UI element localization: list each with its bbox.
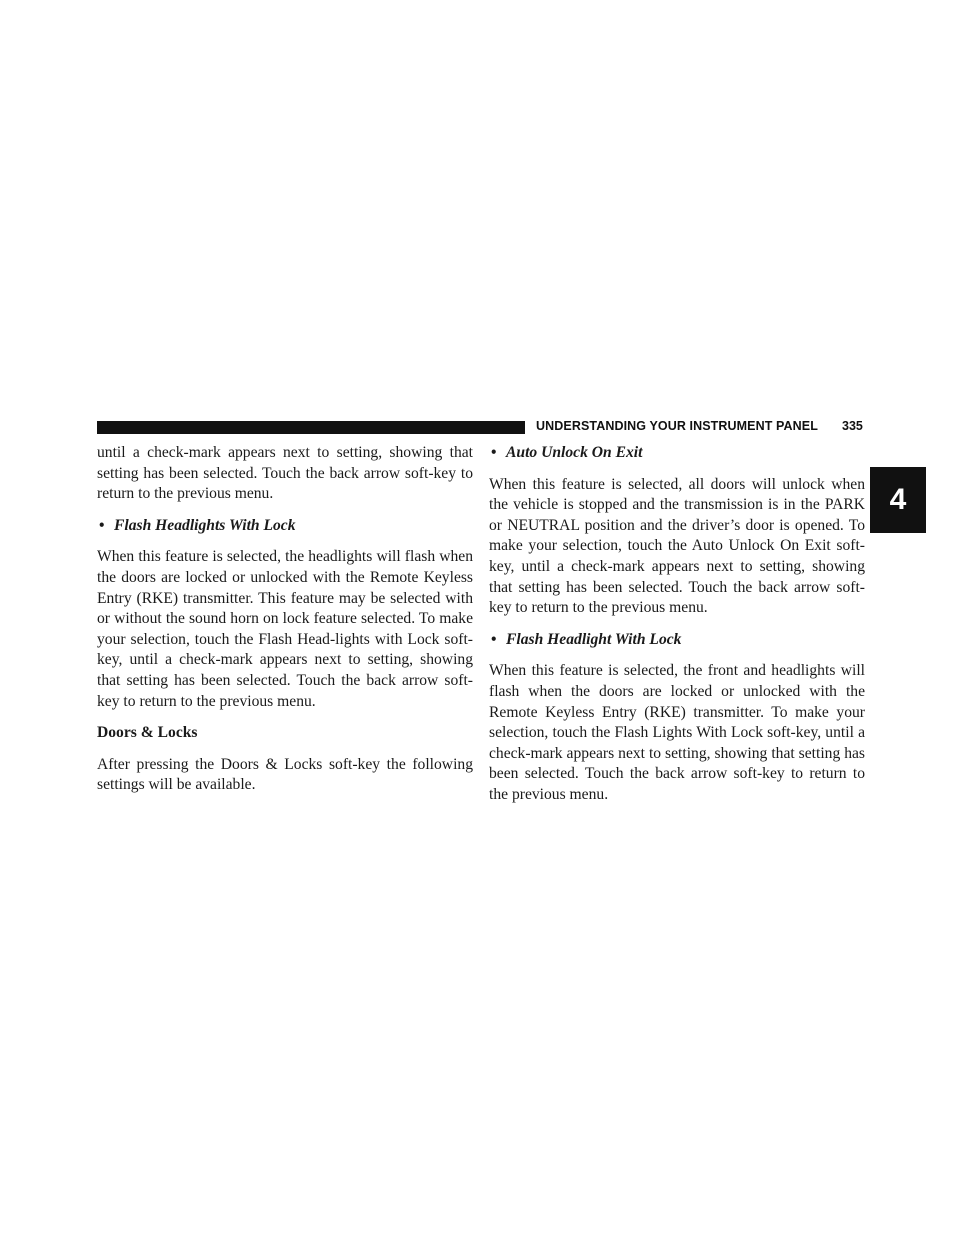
chapter-tab: 4 xyxy=(870,467,926,533)
bullet-label: Auto Unlock On Exit xyxy=(506,444,643,461)
bullet-icon: • xyxy=(491,630,497,648)
left-paragraph-2: When this feature is selected, the headlights will flash when the doors are locked or unlocked with the Remote Keyless Entry (RKE) transmitter. This feature may be selected with or without the sound horn on lock feature selected. To make your selection, touch the Flash Head-lights with Lock soft-key, until a check-mark appears next to setting, showing that setting has been selected. Touch the back arrow soft-key to return to the previous menu. xyxy=(97,548,473,710)
left-column xyxy=(97,443,473,807)
bullet-icon: • xyxy=(491,444,497,461)
left-paragraph-3: After pressing the Doors & Locks soft-key the following settings will be available. xyxy=(97,755,473,794)
header-rule-bar xyxy=(97,421,525,434)
right-paragraph-1: When this feature is selected, all doors will unlock when the vehicle is stopped and the transmission is in the PARK or NEUTRAL position and the driver’s door is opened. To make your selection, touch the Auto Unlock On Exit soft-key, until a check-mark appears next to setting, showing that setting has been selected. Touch the back arrow soft-key to return to the previous menu. xyxy=(489,475,865,617)
right-bullet-flash-headlight xyxy=(489,630,865,651)
right-bullet-auto-unlock xyxy=(489,443,865,464)
running-header-title: UNDERSTANDING YOUR INSTRUMENT PANEL xyxy=(536,419,818,433)
section-heading-doors-locks: Doors & Locks xyxy=(97,724,198,742)
right-paragraph-2: When this feature is selected, the front and headlights will flash when the doors are locked or unlocked with the Remote Keyless Entry (RKE) transmitter. To make your selection, touch the Flash Lights With Lock soft-key, until a check-mark appears next to setting, showing that setting has been selected. Touch the back arrow soft-key to return to the previous menu. xyxy=(489,662,865,803)
bullet-icon: • xyxy=(99,516,105,534)
bullet-label: Flash Headlights With Lock xyxy=(114,516,296,534)
bullet-label: Flash Headlight With Lock xyxy=(506,630,682,648)
right-column xyxy=(489,443,865,817)
left-paragraph-1: until a check-mark appears next to setting, showing that setting has been selected. Touch the back arrow soft-key to return to the previous menu. xyxy=(97,444,473,503)
page-number: 335 xyxy=(842,419,863,433)
left-bullet-flash-headlights xyxy=(97,516,473,537)
